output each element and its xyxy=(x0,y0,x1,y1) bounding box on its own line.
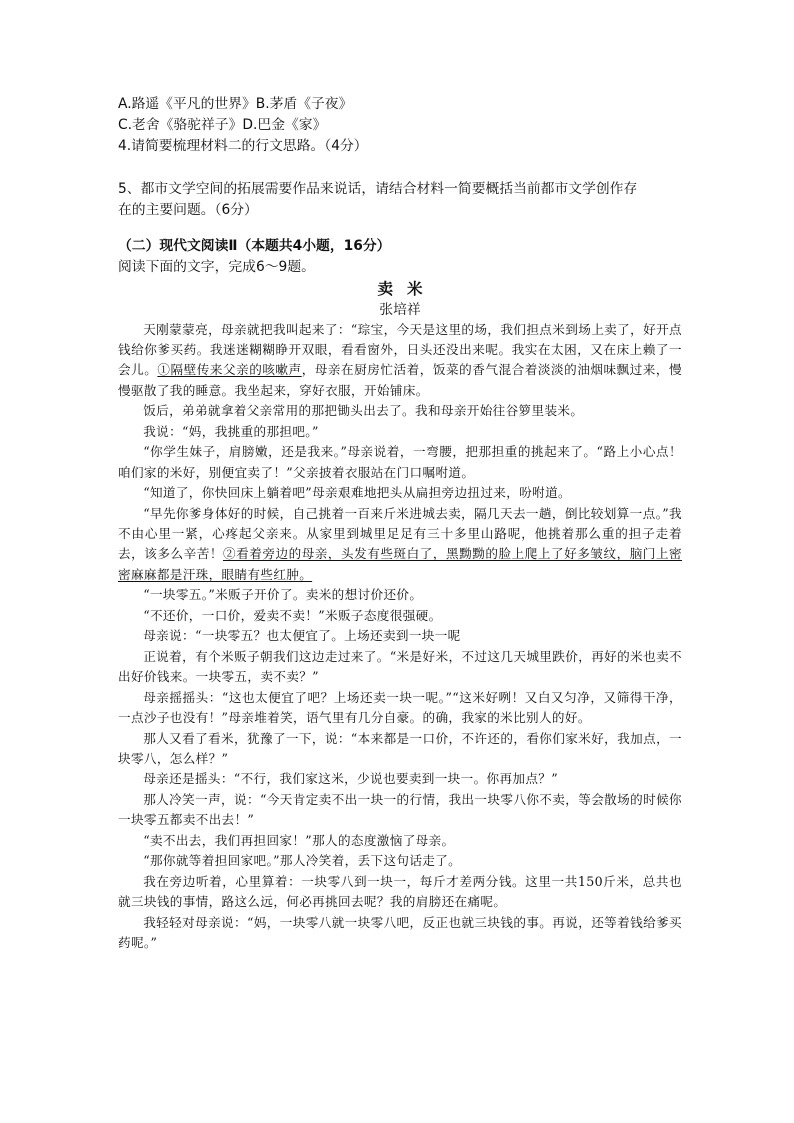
option-line-ab: A.路遥《平凡的世界》B.茅盾《子夜》 xyxy=(118,96,353,112)
story-title: 卖米 xyxy=(377,278,437,298)
document-page xyxy=(118,94,682,954)
underlined-sentence-1: ①隔壁传来父亲的咳嗽声 xyxy=(157,362,302,378)
paragraph-9: 母亲说：“一块零五？也太便宜了。上场还卖到一块一呢 xyxy=(143,628,461,644)
question-4: 4.请简要梳理材料二的行文思路。（4分） xyxy=(118,138,368,154)
section-heading: （二）现代文阅读Ⅱ（本题共4小题，16分） xyxy=(118,238,391,254)
paragraph-13: 母亲还是摇头：“不行，我们家这米，少说也要卖到一块一。你再加点？” xyxy=(143,771,559,787)
paragraph-3: 我说：“妈，我挑重的那担吧。” xyxy=(143,423,319,439)
paragraph-6: “早先你爹身体好的时候，自己挑着一百来斤米进城去卖，隔几天去一趟，倒比较划算一点。”我不由心里一紧，心疼起父亲来。从家里到城里足足有三十多里山路呢，他挑着那么重的担子走着去，该多么辛苦！②看着旁边的母亲，头发有些斑白了，黑黝黝的脸上爬上了好多皱纹，脑门上密密麻麻都是汗珠，眼睛有些红肿。 xyxy=(118,505,682,582)
paragraph-12: 那人又看了看米，犹豫了一下，说：“本来都是一口价，不许还的，看你们家米好，我加点，一块零八，怎么样？” xyxy=(118,730,682,767)
paragraph-18: 我轻轻对母亲说：“妈，一块零八就一块零八吧，反正也就三块钱的事。再说，还等着钱给爹买药呢。” xyxy=(118,914,682,951)
paragraph-7: “一块零五。”米贩子开价了。卖米的想讨价还价。 xyxy=(143,587,423,603)
paragraph-15: “卖不出去，我们再担回家！”那人的态度激恼了母亲。 xyxy=(143,832,455,848)
paragraph-4: “你学生妹子，肩膀嫩，还是我来。”母亲说着，一弯腰，把那担重的挑起来了。“路上小心点！咱们家的米好，别便宜卖了！”父亲披着衣服站在门口嘱咐道。 xyxy=(118,444,682,480)
paragraph-1: 天刚蒙蒙亮，母亲就把我叫起来了：“琮宝，今天是这里的场，我们担点米到场上卖了，好开点钱给你爹买药。我迷迷糊糊睁开双眼，看看窗外，日头还没出来呢。我实在太困，又在床上赖了一会儿。①隔壁传来父亲的咳嗽声，母亲在厨房忙活着，饭菜的香气混合着淡淡的油烟味飘过来，慢慢驱散了我的睡意。我坐起来，穿好衣服，开始铺床。 xyxy=(118,321,682,398)
paragraph-14: 那人冷笑一声，说：“今天肯定卖不出一块一的行情，我出一块零八你不卖，等会散场的时候你一块零五都卖不出去！” xyxy=(118,791,682,828)
underlined-sentence-2: ②看着旁边的母亲，头发有些斑白了，黑黝黝的脸上爬上了好多皱纹，脑门上密密麻麻都是汗珠，眼睛有些红肿。 xyxy=(118,546,682,582)
paragraph-16: “那你就等着担回家吧。”那人冷笑着，丢下这句话走了。 xyxy=(143,853,462,869)
question-5-line-2: 在的主要问题。（6分） xyxy=(118,202,258,218)
paragraph-2: 饭后，弟弟就拿着父亲常用的那把锄头出去了。我和母亲开始往谷箩里装米。 xyxy=(143,403,584,419)
paragraph-10: 正说着，有个米贩子朝我们这边走过来了。“米是好米，不过这几天城里跌价，再好的米也卖不出好价钱来。一块零五，卖不卖？” xyxy=(118,648,682,685)
section-instruction: 阅读下面的文字，完成6～9题。 xyxy=(118,258,315,275)
story-body xyxy=(118,320,682,954)
paragraph-5: “知道了，你快回床上躺着吧”母亲艰难地把头从扁担旁边扭过来，吩咐道。 xyxy=(143,485,571,501)
paragraph-17: 我在旁边听着，心里算着：一块零八到一块一，每斤才差两分钱。这里一共150斤米，总共也就三块钱的事情，路这么远，何必再挑回去呢？我的肩膀还在痛呢。 xyxy=(118,873,682,910)
option-line-cd: C.老舍《骆驼祥子》D.巴金《家》 xyxy=(118,117,327,133)
question-5-line-1: 5、都市文学空间的拓展需要作品来说话，请结合材料一简要概括当前都市文学创作存 xyxy=(118,181,638,197)
paragraph-8: “不还价，一口价，爱卖不卖！”米贩子态度很强硬。 xyxy=(143,607,442,623)
story-author: 张培祥 xyxy=(379,301,421,318)
paragraph-11: 母亲摇摇头：“这也太便宜了吧？上场还卖一块一呢。”“这米好咧！又白又匀净，又筛得干净，一点沙子也没有！”母亲堆着笑，语气里有几分自豪。的确，我家的米比别人的好。 xyxy=(118,689,682,726)
